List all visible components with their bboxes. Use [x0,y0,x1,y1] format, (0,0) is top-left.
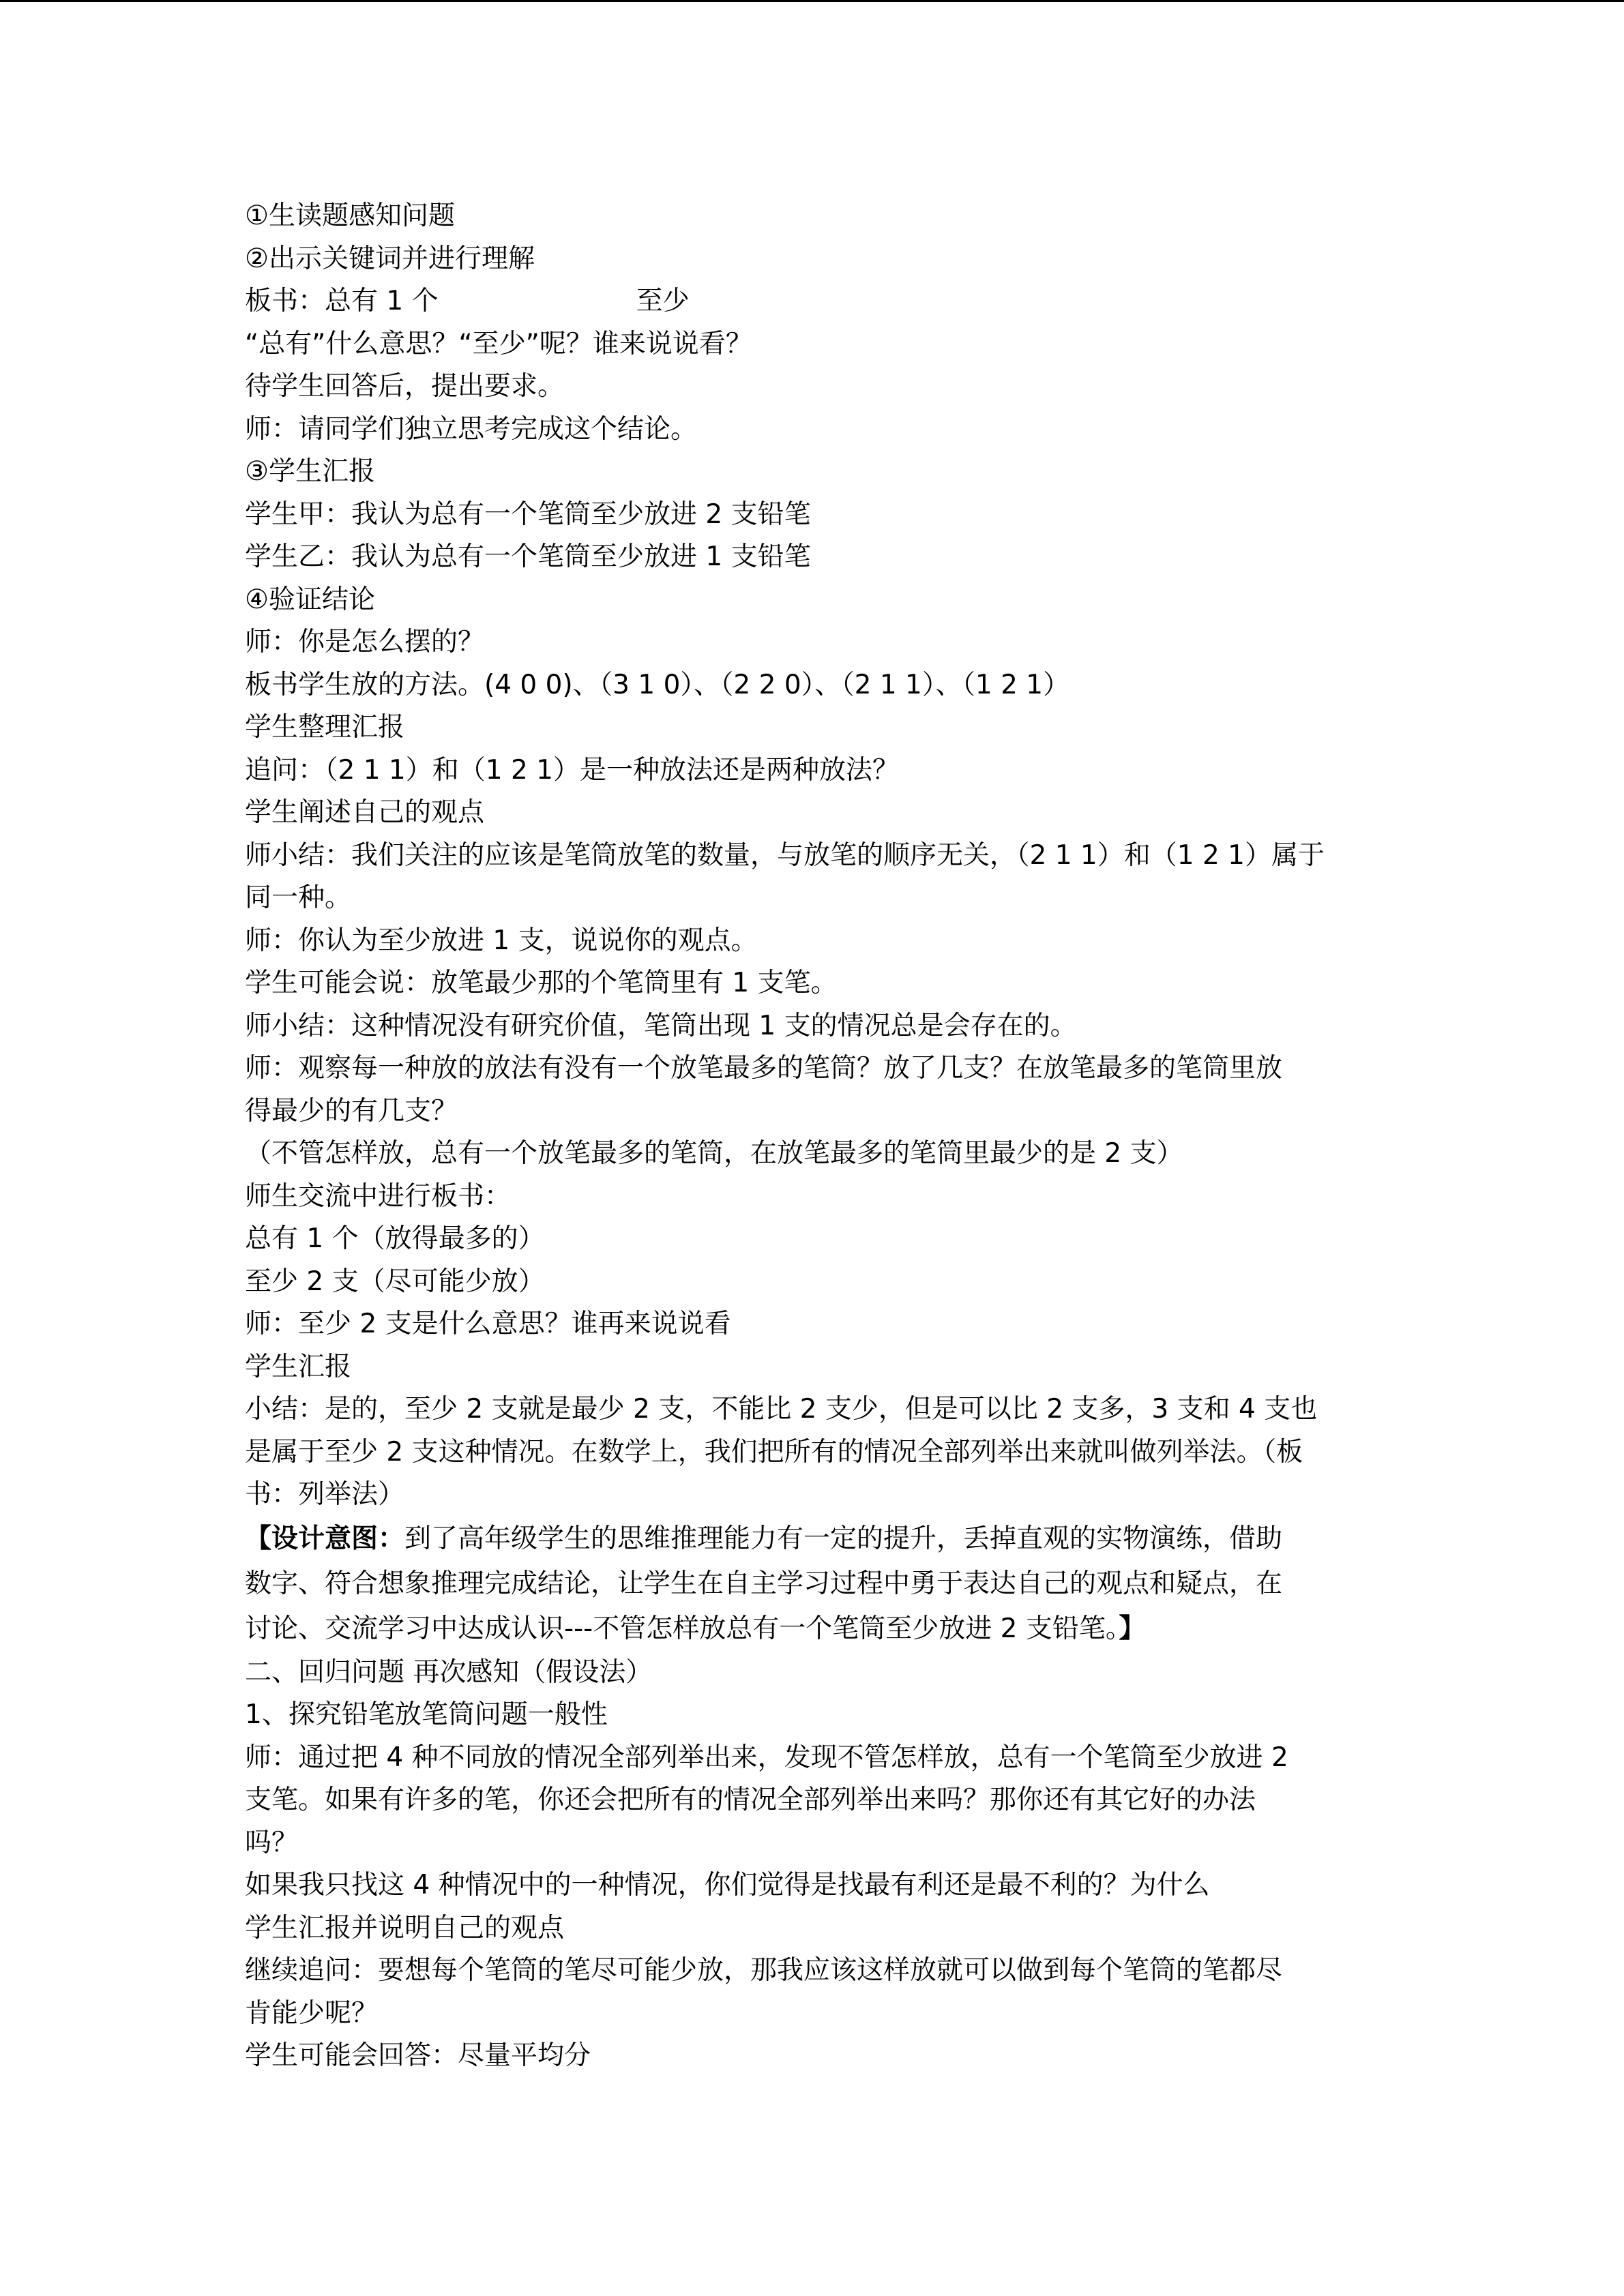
text-line: （不管怎样放，总有一个放笔最多的笔筒，在放笔最多的笔筒里最少的是 2 支） [245,1138,1183,1169]
board-writing-right: 至少 [636,286,690,316]
text-line: 师：通过把 4 种不同放的情况全部列举出来，发现不管怎样放，总有一个笔筒至少放进 2 [245,1742,1288,1773]
text-line: “总有”什么意思？“至少”呢？谁来说说看？ [245,328,752,359]
design-intent-line: 数字、符合想象推理完成结论，让学生在自主学习过程中勇于表达自己的观点和疑点，在 [245,1568,1283,1599]
text-line: 得最少的有几支？ [245,1095,458,1127]
text-line: 学生甲：我认为总有一个笔筒至少放进 2 支铅笔 [245,498,811,530]
text-line: 学生阐述自己的观点 [245,797,485,828]
text-line: 小结：是的，至少 2 支就是最少 2 支，不能比 2 支少，但是可以比 2 支多，3 支和 4 支也 [245,1394,1318,1425]
design-intent-block [245,1517,1384,1652]
text-line: 师：至少 2 支是什么意思？谁再来说说看 [245,1309,731,1339]
text-line: 师：你是怎么摆的？ [245,627,485,657]
design-intent-text: 讨论、交流学习中达成认识---不管怎样放总有一个笔筒至少放进 2 支铅笔。 [245,1613,1119,1644]
text-line: 学生整理汇报 [245,712,405,743]
design-intent-text: 到了高年级学生的思维推理能力有一定的提升，丢掉直观的实物演练，借助 [404,1523,1283,1554]
text-line: 师：请同学们独立思考完成这个结论。 [245,413,698,445]
text-line: ②出示关键词并进行理解 [245,243,535,274]
text-line: ④验证结论 [245,584,375,615]
document-body [245,195,1384,2078]
text-line: 书：列举法） [245,1479,405,1510]
text-line: 吗？ [245,1827,299,1858]
text-line: 如果我只找这 4 种情况中的一种情况，你们觉得是找最有利还是最不利的？为什么 [245,1870,1210,1900]
text-line: 待学生回答后，提出要求。 [245,371,565,402]
text-line: 学生乙：我认为总有一个笔筒至少放进 1 支铅笔 [245,541,811,572]
text-line: 同一种。 [245,882,352,913]
text-line: ③学生汇报 [245,456,375,487]
text-line: 是属于至少 2 支这种情况。在数学上，我们把所有的情况全部列举出来就叫做列举法。（板 [245,1436,1303,1467]
design-intent-line [245,1517,1384,1562]
text-line: ①生读题感知问题 [245,200,455,231]
text-line: 学生汇报 [245,1351,352,1382]
text-line: 追问：（2 1 1）和（1 2 1）是一种放法还是两种放法？ [245,754,899,786]
design-intent-close: 】 [1119,1613,1146,1644]
text-line: 继续追问：要想每个笔筒的笔尽可能少放，那我应该这样放就可以做到每个笔筒的笔都尽 [245,1955,1283,1986]
text-line: 师小结：这种情况没有研究价值，笔筒出现 1 支的情况总是会存在的。 [245,1010,1077,1041]
section-heading: 二、回归问题 再次感知（假设法） [245,1656,653,1688]
text-line: 学生可能会回答：尽量平均分 [245,2040,591,2071]
page-top-border [0,0,1624,2]
board-writing-line [245,280,1384,323]
text-line: 总有 1 个（放得最多的） [245,1223,545,1254]
text-line: 学生可能会说：放笔最少那的个笔筒里有 1 支笔。 [245,968,838,998]
text-line: 支笔。如果有许多的笔，你还会把所有的情况全部列举出来吗？那你还有其它好的办法 [245,1785,1256,1815]
text-line: 肯能少呢？ [245,1997,379,2029]
subsection-heading: 1、探究铅笔放笔筒问题一般性 [245,1699,608,1730]
design-intent-line [245,1607,1384,1652]
text-line: 师：你认为至少放进 1 支，说说你的观点。 [245,925,758,956]
text-line: 师：观察每一种放的放法有没有一个放笔最多的笔筒？放了几支？在放笔最多的笔筒里放 [245,1053,1283,1084]
text-line: 学生汇报并说明自己的观点 [245,1912,565,1943]
text-line: 师生交流中进行板书： [245,1180,512,1212]
board-writing-left: 板书：总有 1 个 [245,286,439,316]
text-line: 至少 2 支（尽可能少放） [245,1266,545,1297]
design-intent-label: 【设计意图： [245,1523,405,1554]
text-line: 师小结：我们关注的应该是笔筒放笔的数量，与放笔的顺序无关，（2 1 1）和（1 2 1）属于 [245,839,1325,871]
text-line: 板书学生放的方法。(4 0 0)、（3 1 0）、（2 2 0）、（2 1 1）、（1 2 1） [245,669,1070,700]
